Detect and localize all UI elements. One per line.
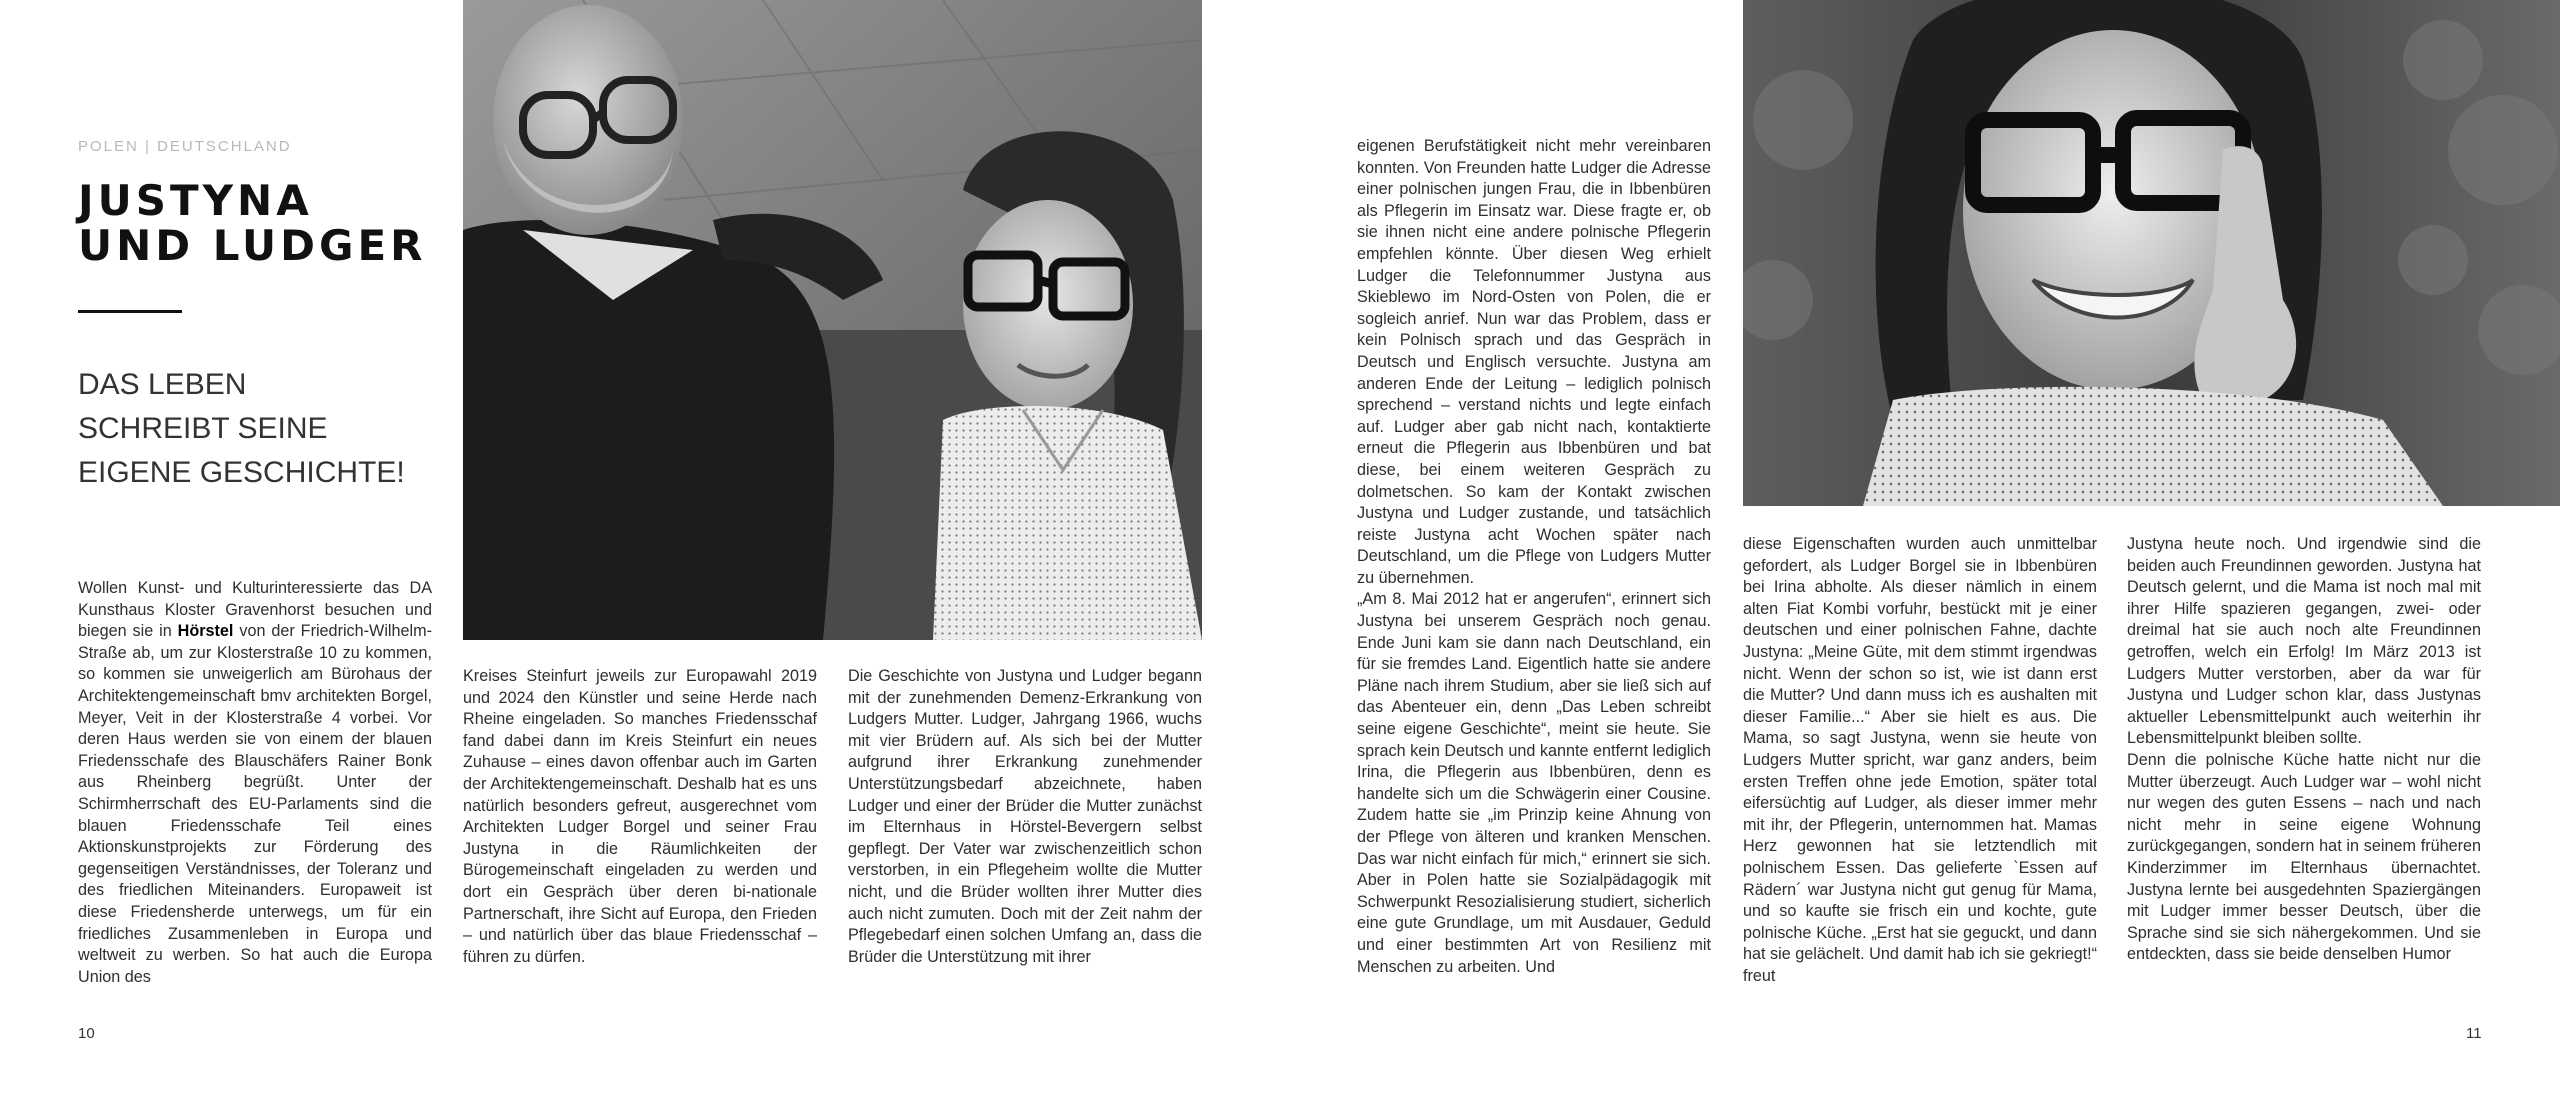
subtitle-line-1: DAS LEBEN (78, 368, 247, 401)
column-1 (78, 578, 432, 988)
column-2 (463, 666, 817, 968)
photo-justyna-image (1743, 0, 2560, 506)
photo-couple-image (463, 0, 1202, 640)
column-2-paragraph: Kreises Steinfurt jeweils zur Europawahl 2019 und 2024 den Künstler und seine Herde nach Rheine eingeladen. So manches Friedensschaf fand dabei dann im Kreis Steinfurt ein neues Zuhause – eines davon offenbar auch im Garten der Architektengemeinschaft. Deshalb hat es uns natürlich besonders gefreut, ausgerechnet vom Architekten Ludger Borgel und seiner Frau Justyna in die Räumlichkeiten der Bürogemeinschaft eingeladen zu werden und dort ein Gespräch über deren bi-nationale Partnerschaft, ihre Sicht auf Europa, den Frieden – und natürlich über das blaue Friedensschaf – führen zu dürfen. (463, 667, 817, 966)
title-line-1: JUSTYNA (78, 176, 313, 225)
subtitle-line-3: EIGENE GESCHICHTE! (78, 456, 405, 489)
column-1-text-b: von der Friedrich-Wilhelm-Straße ab, um zur Klosterstraße 10 zu kommen, so kommen sie unweigerlich am Bürohaus der Architektengemeinschaft bmv architekten Borgel, Meyer, Veit in der Klosterstraße 4 vorbei. Vor deren Haus werden sie von einem der blauen Friedensschafe des Blauschäfers Rainer Bonk aus Rheinberg begrüßt. Unter der Schirmherrschaft des EU-Parlaments sind die blauen Friedensschafe Teil eines Aktionskunstprojekts zur Förderung des gegenseitigen Verständnisses, der Toleranz und des friedlichen Miteinanders. Europaweit ist diese Friedensherde unterwegs, um für ein friedliches Zusammenleben in Europa und weltweit zu werben. So hat auch die Europa Union des (78, 622, 432, 986)
photo-justyna (1743, 0, 2560, 506)
column-4-paragraph-1: eigenen Berufstätigkeit nicht mehr vereinbaren konnten. Von Freunden hatte Ludger die Adresse einer polnischen jungen Frau, die in Ibbenbüren als Pflegerin im Einsatz war. Diese fragte er, ob sie ihnen nicht eine andere polnische Pflegerin empfehlen könnte. Über diesen Weg erhielt Ludger die Telefonnummer Justyna aus Skieblewo im Nord-Osten von Polen, die er sogleich anrief. Nun war das Problem, dass er kein Polnisch sprach und das Gespräch in Deutsch und Englisch versuchte. Justyna am anderen Ende der Leitung – lediglich polnisch sprechend – verstand nichts und legte einfach auf. Ludger aber gab nicht nach, kontaktierte erneut die Pflegerin aus Ibbenbüren und bat diese, bei einem weiteren Gespräch zu dolmetschen. So kam der Kontakt zwischen Justyna und Ludger zustande, und tatsächlich reiste Justyna acht Wochen später nach Deutschland, um die Pflege von Ludgers Mutter zu übernehmen. (1357, 137, 1711, 587)
column-3 (848, 666, 1202, 968)
page-number-right: 11 (2466, 1025, 2482, 1042)
column-3-paragraph: Die Geschichte von Justyna und Ludger begann mit der zunehmenden Demenz-Erkrankung von Ludgers Mutter. Ludger, Jahrgang 1966, wuchs mit vier Brüdern auf. Als sich bei der Mutter aufgrund ihrer Erkrankung zunehmender Unterstützungsbedarf abzeichnete, haben Ludger und einer der Brüder die Mutter zunächst im Elternhaus in Hörstel-Bevergern selbst gepflegt. Der Vater war zwischenzeitlich schon verstorben, in ein Pflegeheim wollte die Mutter nicht, und die Brüder wollten ihrer Mutter dies auch nicht zumuten. Doch mit der Zeit nahm der Pflegebedarf einen solchen Umfang an, dass die Brüder die Unterstützung mit ihrer (848, 667, 1202, 966)
column-1-paragraph (78, 578, 432, 988)
column-1-text-a: Wollen Kunst- und Kulturinteressierte das DA Kunsthaus Kloster Gravenhorst besuchen und biegen sie in (78, 579, 432, 641)
column-6-paragraph-1: Justyna heute noch. Und irgendwie sind die beiden auch Freundinnen geworden. Justyna hat Deutsch gelernt, und die Mama ist noch mal mit ihrer Hilfe spazieren gegangen, zwei- oder dreimal hat sie auch noch alte Freundinnen getroffen, welch ein Erfolg! Im März 2013 ist Ludgers Mutter verstorben, aber da war für Justyna und Ludger schon klar, dass Justynas aktueller Lebensmittelpunkt auch weiterhin ihr Lebensmittelpunkt bleiben sollte. (2127, 535, 2481, 748)
page-title (78, 178, 426, 268)
column-5 (1743, 534, 2097, 987)
column-4-paragraph-2: „Am 8. Mai 2012 hat er angerufen“, erinnert sich Justyna bei unserem Gespräch noch genau. Ende Juni kam sie dann nach Deutschland, ein für sie fremdes Land. Eigentlich hatte sie andere Pläne nach ihrem Studium, aber sie ließ sich auf das Abenteuer ein, denn „Das Leben schreibt seine eigene Geschichte“, meint sie heute. Sie sprach kein Deutsch und kannte entfernt lediglich Irina, die Pflegerin aus Ibbenbüren, denn es handelte sich um die Schwägerin einer Cousine. Zudem hatte sie „im Prinzip keine Ahnung von der Pflege von älteren und kranken Menschen. Das war nicht einfach für mich,“ erinnert sie sich. Aber in Polen hatte sie Sozialpädagogik mit Schwerpunkt Resozialisierung studiert, sicherlich eine gute Grundlage, um mit Ausdauer, Geduld und einer bestimmten Art von Resilienz mit Menschen zu arbeiten. Und (1357, 590, 1711, 976)
column-5-paragraph: diese Eigenschaften wurden auch unmittelbar gefordert, als Ludger Borgel sie in Ibbenbüren bei Irina abholte. Als dieser nämlich in einem alten Fiat Kombi vorfuhr, bestückt mit je einer deutschen und einer polnischen Fahne, dachte Justyna: „Meine Güte, mit dem stimmt irgendwas nicht. Wenn der schon so ist, wie ist dann erst die Mutter? Und dann muss ich es aushalten mit dieser Familie...“ Aber sie hielt es aus. Die Mama, so sagt Justyna, wenn sie heute von Ludgers Mutter spricht, war ganz anders, beim ersten Treffen ohne jede Emotion, später total eifersüchtig auf Ludger, als dieser immer mehr mit ihr, der Pflegerin, unternommen hat. Mamas Herz gewonnen hat sie letztendlich mit polnischem Essen. Das gelieferte `Essen auf Rädern´ war Justyna nicht gut genug für Mama, und so kaufte sie frisch ein und kochte, gute polnische Küche. „Erst hat sie geguckt, und dann hat sie gelächelt. Und damit hab ich sie gekriegt!“ freut (1743, 535, 2097, 985)
kicker: POLEN | DEUTSCHLAND (78, 138, 292, 155)
column-6-paragraph-2: Denn die polnische Küche hatte nicht nur die Mutter überzeugt. Auch Ludger war – wohl nicht nur wegen des guten Essens – nach und nach nicht mehr in seine eigene Wohnung zurückgegangen, sondern hat in seinem früheren Kinderzimmer im Elternhaus übernachtet. Justyna lernte bei ausgedehnten Spaziergängen mit Ludger immer besser Deutsch, über die Sprache sind sie sich nähergekommen. Und sie entdeckten, dass sie beide denselben Humor (2127, 750, 2481, 964)
photo-couple (463, 0, 1202, 640)
page-number-left: 10 (78, 1025, 95, 1042)
subtitle (78, 363, 405, 495)
column-6 (2127, 534, 2481, 966)
subtitle-line-2: SCHREIBT SEINE (78, 412, 328, 445)
column-4 (1357, 136, 1711, 978)
title-line-2: UND LUDGER (78, 221, 427, 270)
column-1-bold-place: Hörstel (177, 622, 234, 641)
title-divider (78, 310, 182, 313)
